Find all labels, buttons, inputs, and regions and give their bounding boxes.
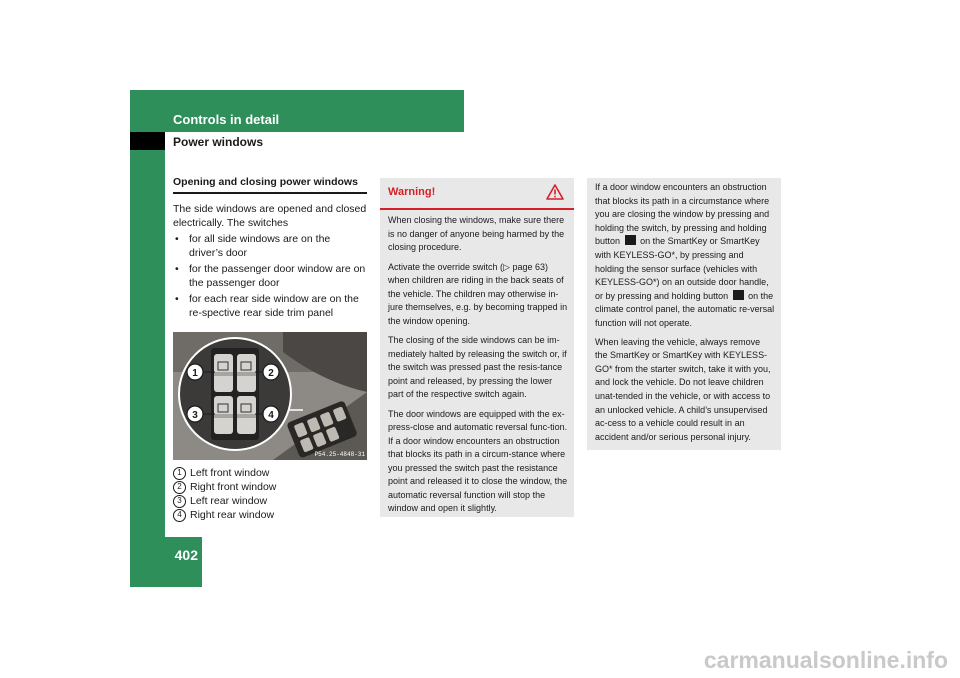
list-item: • for each rear side window are on the re-spective rear side trim panel [173, 292, 367, 320]
info-paragraph [595, 181, 775, 331]
info-text-segment: If a door window encounters an obstruction that blocks its path in a circumstance where you are closing the window by pressing and holding the switch, by pressing and holding button [595, 182, 770, 247]
legend-label: Left front window [190, 467, 270, 479]
main-column [173, 175, 367, 320]
figure-code: P54.25-4848-31 [314, 451, 365, 458]
legend-item [173, 480, 367, 494]
info-text-segment: on the SmartKey or SmartKey with KEYLESS-GO*, by pressing and holding the sensor surface (vehicles with KEYLESS-GO*) on an outside door handle, or by pressing and holding button [595, 236, 769, 301]
warning-triangle-icon [546, 184, 564, 200]
warning-paragraph: Activate the override switch (▷ page 63) when children are riding in the back seats of the vehicle. The children may otherwise in-jure themselves, e.g. by becoming trapped in the window opening. [388, 261, 568, 326]
warning-paragraph: When closing the windows, make sure there is no danger of anyone being harmed by the closing procedure. [388, 215, 565, 252]
switch-panel-figure [173, 332, 367, 460]
watermark: carmanualsonline.info [703, 647, 948, 673]
section-heading: Opening and closing power windows [173, 175, 367, 194]
warning-text [388, 214, 568, 522]
info-text [595, 181, 775, 449]
legend-item [173, 466, 367, 480]
lock-button-icon [625, 235, 636, 245]
list-item: • for all side windows are on the driver’s door [173, 232, 367, 260]
warning-title: Warning! [388, 186, 436, 198]
header-marker [130, 132, 165, 150]
page-number-box [130, 537, 202, 587]
section-title: Controls in detail [173, 112, 280, 127]
legend-item [173, 494, 367, 508]
info-text-segment: on the climate control panel, the automatic re-versal function will not operate. [595, 290, 775, 328]
bullet-list [173, 232, 367, 320]
legend-label: Right rear window [190, 509, 275, 521]
callout-number: 3 [173, 495, 186, 508]
legend-label: Left rear window [190, 495, 268, 507]
side-strip [130, 150, 165, 537]
window-button-icon [733, 290, 744, 300]
figure-legend [173, 466, 367, 522]
figure-callout: 3 [192, 410, 198, 421]
list-item: • for the passenger door window are on the passenger door [173, 262, 367, 290]
switch-panel-illustration [173, 332, 367, 460]
info-box [587, 178, 781, 450]
callout-number: 1 [173, 467, 186, 480]
warning-paragraph: The closing of the side windows can be im-mediately halted by releasing the switch or, if the switch was pressed past the resis-tance point and released, by pressing the lower part of the respective switch again. [388, 335, 567, 399]
info-paragraph: When leaving the vehicle, always remove the SmartKey or SmartKey with KEYLESS-GO* from the starter switch, take it with you, and lock the vehicle. Do not leave children unat-tended in the vehicle, or with access to an unlocked vehicle. A child’s unsupervised ac-cess to a vehicle could result in an accident and/or serious personal injury. [595, 336, 771, 442]
legend-label: Right front window [190, 481, 277, 493]
callout-number: 4 [173, 509, 186, 522]
figure-callout: 1 [192, 368, 198, 379]
figure-callout: 2 [268, 368, 274, 379]
page-number: 402 [174, 547, 198, 563]
warning-divider [380, 208, 574, 210]
warning-box [380, 178, 574, 517]
warning-paragraph: The door windows are equipped with the ex-press-close and automatic reversal func-tion. If a door window encounters an obstruction that blocks its path in a circum-stance where you pressed the switch past the resistance point and released it to close the window, the automatic reversal function will stop the window and open it slightly. [388, 408, 568, 513]
intro-text: The side windows are opened and closed electrically. The switches [173, 203, 367, 229]
legend-item [173, 508, 367, 522]
figure-callout: 4 [268, 410, 274, 421]
callout-number: 2 [173, 481, 186, 494]
subsection-title: Power windows [173, 135, 264, 149]
